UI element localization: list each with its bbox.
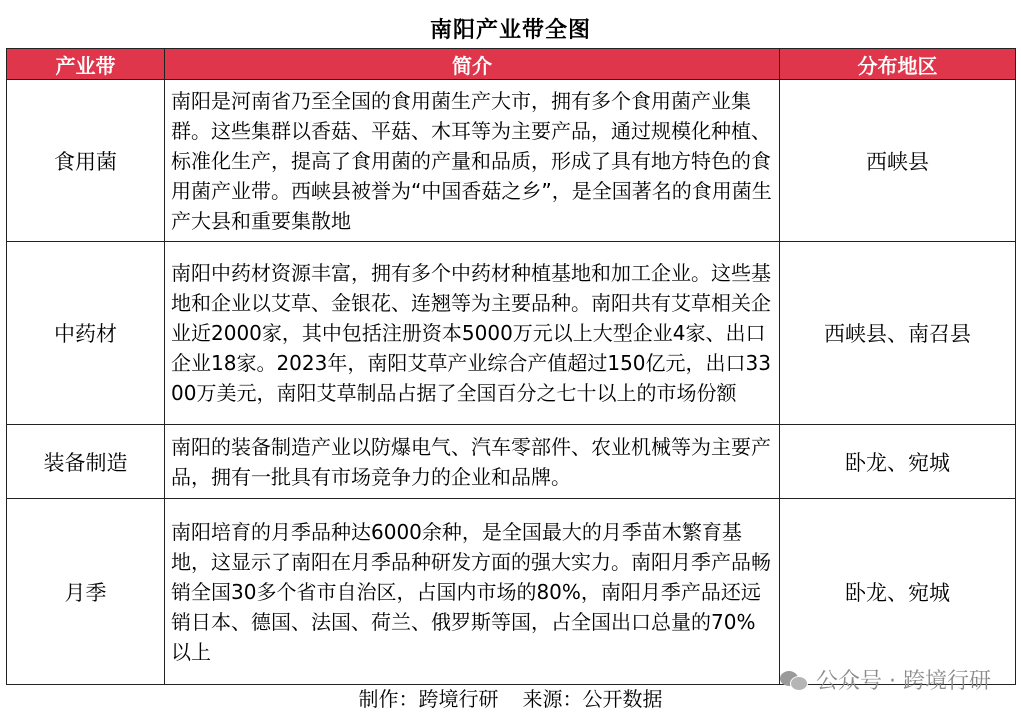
row-industry: 装备制造: [7, 425, 165, 499]
header-region: 分布地区: [780, 49, 1016, 80]
table-header-row: [7, 49, 1016, 80]
row-industry: 食用菌: [7, 80, 165, 242]
row-industry: 中药材: [7, 242, 165, 425]
row-intro: 南阳的装备制造产业以防爆电气、汽车零部件、农业机械等为主要产品，拥有一批具有市场竞争力的企业和品牌。: [165, 425, 780, 499]
watermark-text: 公众号 · 跨境行研: [816, 669, 991, 694]
header-industry: 产业带: [7, 49, 165, 80]
row-region: 卧龙、宛城: [780, 425, 1016, 499]
row-intro: 南阳培育的月季品种达6000余种，是全国最大的月季苗木繁育基地，这显示了南阳在月季品种研发方面的强大实力。南阳月季产品畅销全国30多个省市自治区，占国内市场的80%，南阳月季产品还远销日本、德国、法国、荷兰、俄罗斯等国，占全国出口总量的70%以上: [165, 499, 780, 685]
table-row: [7, 242, 1016, 425]
row-region: 西峡县、南召县: [780, 242, 1016, 425]
row-intro: 南阳中药材资源丰富，拥有多个中药材种植基地和加工企业。这些基地和企业以艾草、金银花、连翘等为主要品种。南阳共有艾草相关企业近2000家，其中包括注册资本5000万元以上大型企业4家、出口企业18家。2023年，南阳艾草产业综合产值超过150亿元，出口3300万美元，南阳艾草制品占据了全国百分之七十以上的市场份额: [165, 242, 780, 425]
footer-source: 来源：公开数据: [522, 686, 663, 711]
industry-table: [6, 48, 1016, 685]
infographic-frame: [6, 8, 1015, 712]
table-row: [7, 499, 1016, 685]
row-region: 西峡县: [780, 80, 1016, 242]
page-title: 南阳产业带全图: [429, 17, 591, 43]
wechat-icon: [780, 669, 808, 691]
row-region: 卧龙、宛城: [780, 499, 1016, 685]
table-row: [7, 80, 1016, 242]
table-row: [7, 425, 1016, 499]
row-industry: 月季: [7, 499, 165, 685]
row-intro: 南阳是河南省乃至全国的食用菌生产大市，拥有多个食用菌产业集群。这些集群以香菇、平菇、木耳等为主要产品，通过规模化种植、标准化生产，提高了食用菌的产量和品质，形成了具有地方特色的食用菌产业带。西峡县被誉为“中国香菇之乡”，是全国著名的食用菌生产大县和重要集散地: [165, 80, 780, 242]
header-intro: 简介: [165, 49, 780, 80]
wechat-watermark: [780, 664, 991, 695]
footer-maker: 制作：跨境行研: [358, 686, 499, 711]
